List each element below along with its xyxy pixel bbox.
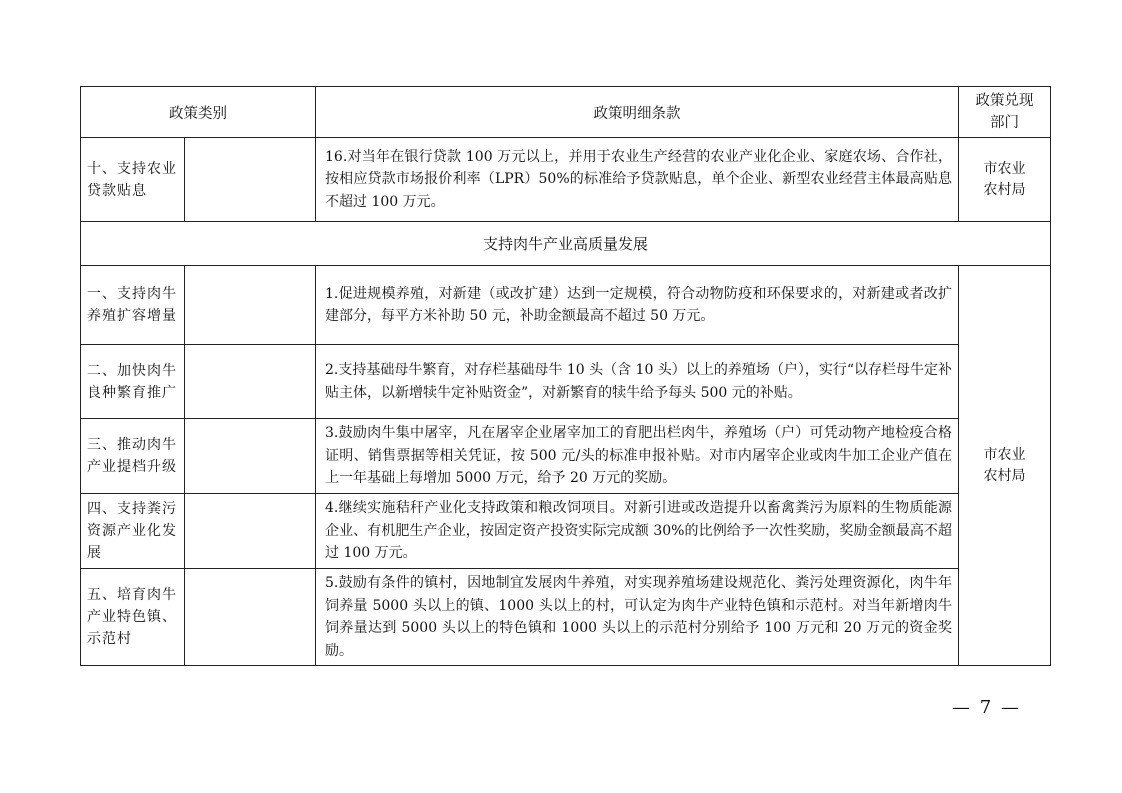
dept-cell bbox=[959, 266, 1051, 666]
header-dept-line2: 部门 bbox=[990, 115, 1019, 131]
header-detail: 政策明细条款 bbox=[316, 87, 959, 138]
table-row bbox=[81, 266, 1051, 345]
blank-cell bbox=[185, 419, 316, 494]
section-row bbox=[81, 222, 1051, 266]
blank-cell bbox=[185, 569, 316, 666]
blank-cell bbox=[185, 345, 316, 419]
blank-cell bbox=[185, 494, 316, 569]
dept-line1: 市农业 bbox=[983, 446, 1026, 463]
header-category: 政策类别 bbox=[81, 87, 316, 138]
category-cell: 四、支持粪污资源产业化发展 bbox=[81, 494, 185, 569]
detail-cell: 3.鼓励肉牛集中屠宰，凡在屠宰企业屠宰加工的育肥出栏肉牛，养殖场（户）可凭动物产地检疫合格证明、销售票据等相关凭证，按 500 元/头的标准申报补贴。对市内屠宰企业或肉牛加工企业产值在上一年基础上每增加 5000 万元，给予 20 万元的奖励。 bbox=[316, 419, 959, 494]
blank-cell bbox=[185, 138, 316, 222]
category-cell: 一、支持肉牛养殖扩容增量 bbox=[81, 266, 185, 345]
category-cell: 二、加快肉牛良种繁育推广 bbox=[81, 345, 185, 419]
section-title: 支持肉牛产业高质量发展 bbox=[81, 222, 1051, 266]
blank-cell bbox=[185, 266, 316, 345]
category-cell: 五、培育肉牛产业特色镇、示范村 bbox=[81, 569, 185, 666]
policy-table bbox=[80, 86, 1051, 666]
detail-cell: 2.支持基础母牛繁育，对存栏基础母牛 10 头（含 10 头）以上的养殖场（户），实行“以存栏母牛定补贴主体，以新增犊牛定补贴资金”，对新繁育的犊牛给予每头 500 元的补贴。 bbox=[316, 345, 959, 419]
page-number: — 7 — bbox=[952, 697, 1021, 718]
detail-cell: 4.继续实施秸秆产业化支持政策和粮改饲项目。对新引进或改造提升以畜禽粪污为原料的生物质能源企业、有机肥生产企业，按固定资产投资实际完成额 30%的比例给予一次性奖励，奖励金额最高不超过 100 万元。 bbox=[316, 494, 959, 569]
table-row bbox=[81, 138, 1051, 222]
header-dept-line1: 政策兑现 bbox=[975, 93, 1034, 109]
table-row bbox=[81, 569, 1051, 666]
detail-cell: 5.鼓励有条件的镇村，因地制宜发展肉牛养殖，对实现养殖场建设规范化、粪污处理资源化，肉牛年饲养量 5000 头以上的镇、1000 头以上的村，可认定为肉牛产业特色镇和示范村。对当年新增肉牛饲养量达到 5000 头以上的特色镇和 1000 头以上的示范村分别给予 100 万元和 20 万元的资金奖励。 bbox=[316, 569, 959, 666]
dept-line1: 市农业 bbox=[983, 160, 1026, 177]
detail-cell: 16.对当年在银行贷款 100 万元以上，并用于农业生产经营的农业产业化企业、家庭农场、合作社，按相应贷款市场报价利率（LPR）50%的标准给予贷款贴息，单个企业、新型农业经营主体最高贴息不超过 100 万元。 bbox=[316, 138, 959, 222]
table-row bbox=[81, 419, 1051, 494]
category-cell: 三、推动肉牛产业提档升级 bbox=[81, 419, 185, 494]
table-row bbox=[81, 345, 1051, 419]
dept-line2: 农村局 bbox=[983, 181, 1026, 198]
table-header-row bbox=[81, 87, 1051, 138]
header-dept bbox=[959, 87, 1051, 138]
detail-cell: 1.促进规模养殖，对新建（或改扩建）达到一定规模，符合动物防疫和环保要求的，对新建或者改扩建部分，每平方米补助 50 元，补助金额最高不超过 50 万元。 bbox=[316, 266, 959, 345]
table-row bbox=[81, 494, 1051, 569]
dept-line2: 农村局 bbox=[983, 467, 1026, 484]
category-cell: 十、支持农业贷款贴息 bbox=[81, 138, 185, 222]
dept-cell bbox=[959, 138, 1051, 222]
